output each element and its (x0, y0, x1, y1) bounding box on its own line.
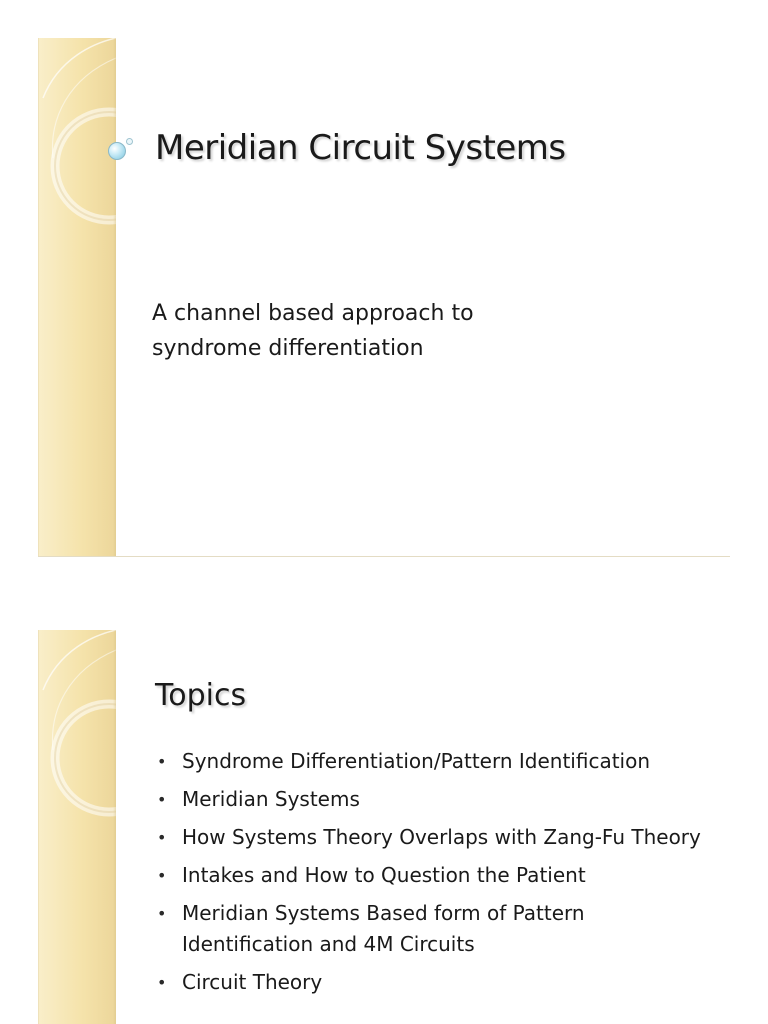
small-bubble-icon (126, 138, 133, 145)
bullet-icon: • (157, 790, 167, 809)
list-item-text: Meridian Systems (182, 787, 360, 811)
bullet-icon: • (157, 828, 167, 847)
slide-title (38, 38, 730, 557)
subtitle-line: A channel based approach to (152, 301, 474, 326)
bullet-icon: • (157, 866, 167, 885)
swirl-decoration-icon (39, 630, 116, 870)
list-item (155, 746, 715, 777)
side-band-decoration (38, 38, 116, 556)
list-item-text: Meridian Systems Based form of Pattern Identification and 4M Circuits (182, 901, 585, 956)
bullet-icon: • (157, 973, 167, 992)
list-item-text: How Systems Theory Overlaps with Zang-Fu Theory (182, 825, 701, 849)
topics-list (155, 746, 715, 1005)
list-item (155, 784, 715, 815)
subtitle-line: syndrome differentiation (152, 336, 424, 361)
list-item (155, 822, 715, 853)
topics-heading: Topics (155, 678, 247, 713)
slide-topics (38, 630, 730, 1024)
bullet-icon: • (157, 904, 167, 923)
swirl-decoration-icon (39, 38, 116, 278)
list-item-text: Syndrome Differentiation/Pattern Identification (182, 749, 651, 773)
bullet-icon: • (157, 752, 167, 771)
list-item-text: Circuit Theory (182, 970, 323, 994)
slide-subtitle (152, 296, 532, 366)
list-item (155, 967, 715, 998)
list-item (155, 860, 715, 891)
list-item (155, 898, 715, 960)
side-band-decoration (38, 630, 116, 1024)
list-item-text: Intakes and How to Question the Patient (182, 863, 586, 887)
bubble-icon (108, 142, 126, 160)
slide-title-text: Meridian Circuit Systems (155, 128, 566, 168)
